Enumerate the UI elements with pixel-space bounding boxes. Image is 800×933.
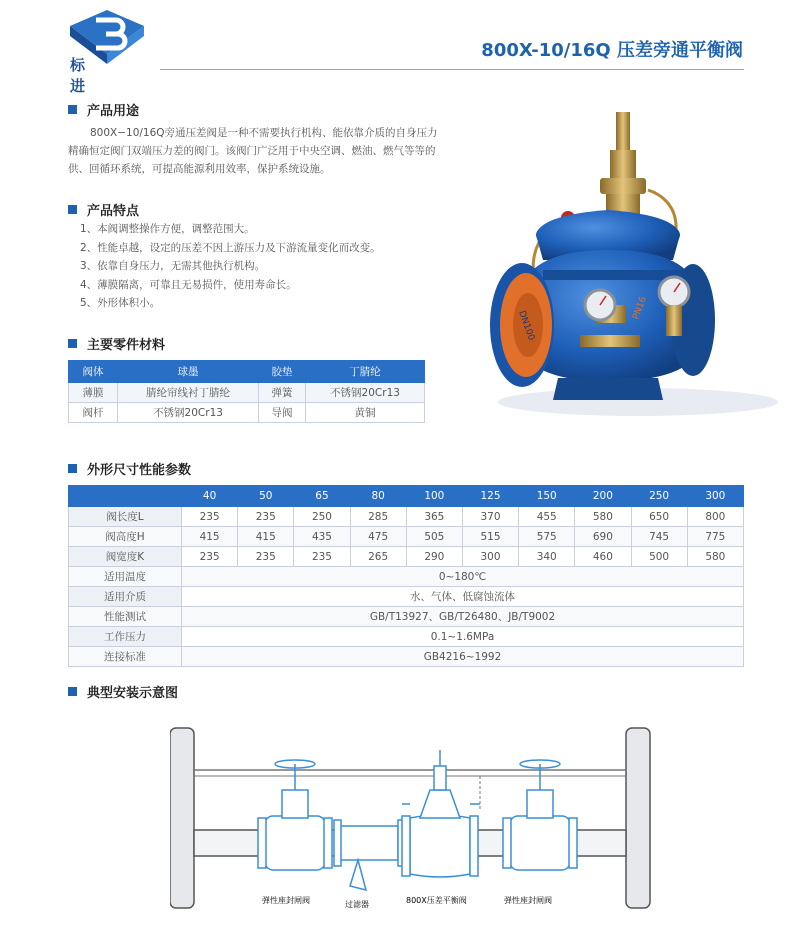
bullet-square-icon [68, 205, 77, 214]
caption-balance-valve: 800X压差平衡阀 [406, 896, 467, 905]
feature-item: 3、依靠自身压力，无需其他执行机构。 [80, 260, 266, 272]
bullet-square-icon [68, 687, 77, 696]
page-title: 800X-10/16Q 压差旁通平衡阀 [481, 40, 743, 61]
pressure-label: PN16 [631, 295, 649, 322]
table-row: 连接标准 GB4216~1992 [69, 647, 744, 667]
flange-label: DN100 [516, 309, 537, 342]
bullet-square-icon [68, 339, 77, 348]
section-title-parts: 主要零件材料 [68, 334, 165, 353]
usage-text: 800X−10/16Q旁通压差阀是一种不需要执行机构、能依靠介质的自身压力精确恒定阀门双端压力差的阀门。该阀门广泛用于中央空调、燃油、燃气等等的供、回循环系统，可提高能源利用效率，保护系统设施。 [68, 127, 438, 175]
section-title-features: 产品特点 [68, 200, 139, 219]
caption-gate-valve-right: 弹性座封闸阀 [504, 896, 552, 905]
section-title-dims: 外形尺寸性能参数 [68, 459, 191, 478]
table-row: 适用温度 0~180℃ [69, 567, 744, 587]
caption-filter: 过滤器 [345, 900, 369, 909]
table-row: 性能测试 GB/T13927、GB/T26480、JB/T9002 [69, 607, 744, 627]
table-row: 阀体 球墨 胶垫 丁腈纶 [69, 361, 425, 383]
table-row: 适用介质 水、气体、低腐蚀流体 [69, 587, 744, 607]
section-title-install: 典型安装示意图 [68, 682, 178, 701]
balance-valve-icon [402, 750, 480, 877]
table-row: 薄膜 腈纶帘线衬丁腈纶 弹簧 不锈钢20Cr13 [69, 383, 425, 403]
brand-name: 标 进 [70, 56, 108, 95]
bullet-square-icon [68, 464, 77, 473]
header-divider [160, 69, 744, 70]
features-list [80, 220, 440, 313]
valve-product-image [488, 110, 780, 425]
section-title-usage: 产品用途 [68, 100, 139, 119]
table-row: 阀宽度K 235 235 235 265 290 300 340 460 500 580 [69, 547, 744, 567]
table-row: 40 50 65 80 100 125 150 200 250 300 [69, 486, 744, 507]
table-row: 阀高度H 415 415 435 475 505 515 575 690 745 775 [69, 527, 744, 547]
feature-item: 4、薄膜隔离，可靠且无易损件，使用寿命长。 [80, 278, 297, 291]
feature-item: 1、本阀调整操作方便，调整范围大。 [80, 223, 255, 235]
feature-item: 2、性能卓越，设定的压差不因上游压力及下游流量变化而改变。 [80, 241, 381, 254]
filter-icon [334, 820, 405, 890]
parts-table [68, 360, 425, 423]
dimensions-table [68, 485, 744, 667]
table-row: 阀杆 不锈钢20Cr13 导阀 黄铜 [69, 403, 425, 423]
caption-gate-valve-left: 弹性座封闸阀 [262, 896, 310, 905]
bullet-square-icon [68, 105, 77, 114]
installation-diagram [170, 720, 670, 933]
feature-item: 5、外形体积小。 [80, 297, 161, 309]
table-row: 工作压力 0.1~1.6MPa [69, 627, 744, 647]
table-row: 阀长度L 235 235 250 285 365 370 455 580 650 800 [69, 507, 744, 527]
